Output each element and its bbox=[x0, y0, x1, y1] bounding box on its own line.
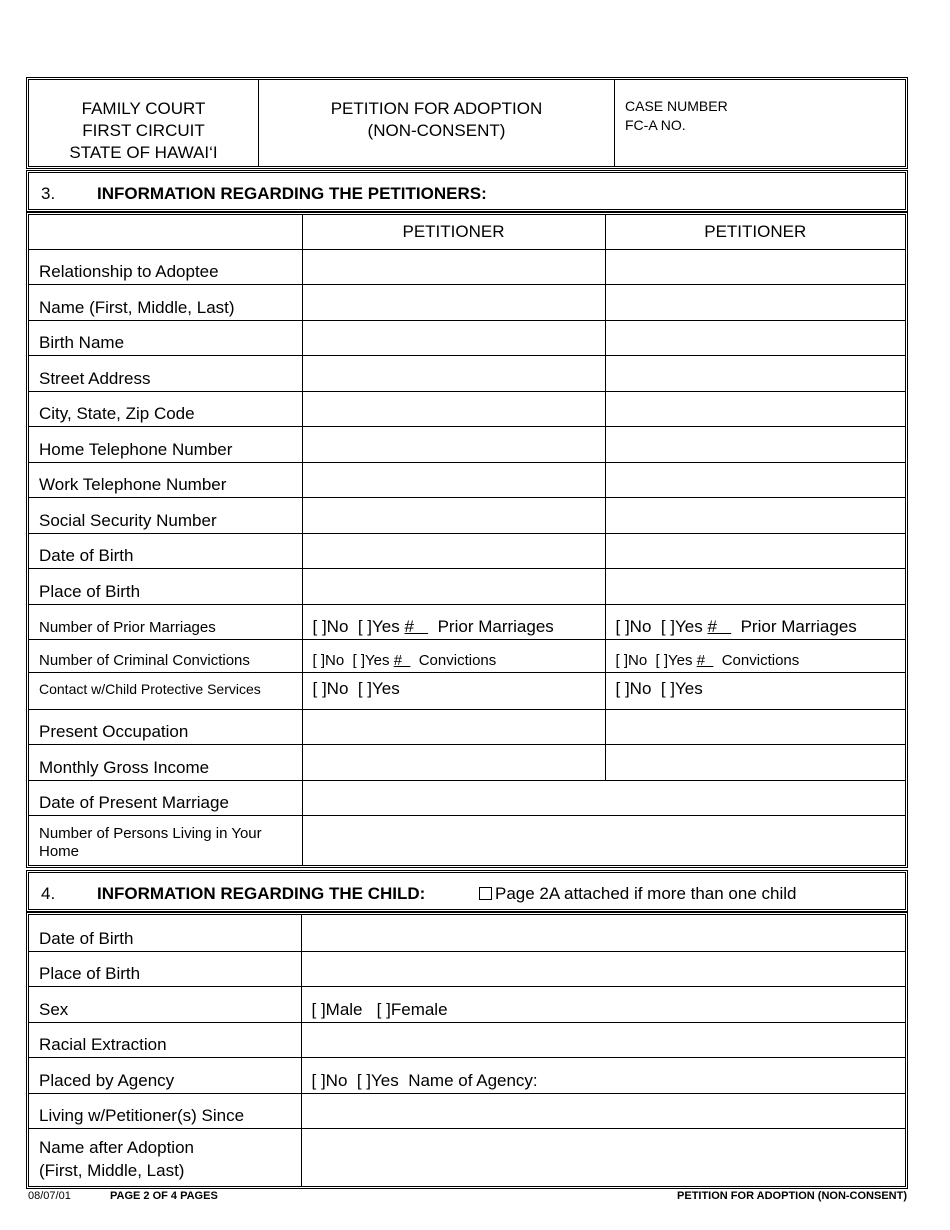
court-name-block bbox=[29, 80, 259, 166]
row-label-work-phone: Work Telephone Number bbox=[29, 462, 302, 497]
child-label-pob: Place of Birth bbox=[29, 951, 301, 986]
row-label-income: Monthly Gross Income bbox=[29, 744, 302, 780]
case-number-label: CASE NUMBER bbox=[625, 98, 728, 114]
petitioner-1-pob-field[interactable] bbox=[302, 568, 605, 604]
convictions-label: Convictions bbox=[721, 651, 800, 669]
form-title-line-1: PETITION FOR ADOPTION bbox=[330, 99, 543, 118]
table-row bbox=[29, 1093, 905, 1128]
form-title-line-2: (NON-CONSENT) bbox=[367, 121, 506, 140]
table-row bbox=[29, 462, 905, 497]
child-label-agency: Placed by Agency bbox=[29, 1057, 301, 1093]
footer-form-title: PETITION FOR ADOPTION (NON-CONSENT) bbox=[677, 1190, 907, 1202]
petitioner-2-street-field[interactable] bbox=[605, 355, 905, 391]
child-label-race: Racial Extraction bbox=[29, 1022, 301, 1057]
yes-checkbox[interactable]: [ ]Yes bbox=[357, 616, 400, 636]
row-label-dob: Date of Birth bbox=[29, 533, 302, 568]
petitioner-1-name-field[interactable] bbox=[302, 284, 605, 320]
no-checkbox[interactable]: [ ]No bbox=[615, 678, 652, 698]
no-checkbox[interactable]: [ ]No bbox=[312, 616, 349, 636]
table-row bbox=[29, 986, 905, 1022]
petitioner-1-birth-name-field[interactable] bbox=[302, 320, 605, 355]
count-blank[interactable]: # bbox=[393, 651, 403, 669]
petitioner-2-dob-field[interactable] bbox=[605, 533, 905, 568]
child-pob-field[interactable] bbox=[301, 951, 905, 986]
petitioner-1-work-phone-field[interactable] bbox=[302, 462, 605, 497]
table-row bbox=[29, 568, 905, 604]
row-label-cps: Contact w/Child Protective Services bbox=[29, 672, 302, 709]
table-row bbox=[29, 249, 905, 284]
child-living-field[interactable] bbox=[301, 1093, 905, 1128]
page-2a-note: Page 2A attached if more than one child bbox=[479, 884, 796, 904]
row-label-ssn: Social Security Number bbox=[29, 497, 302, 533]
case-prefix-label: FC-A NO. bbox=[625, 117, 686, 133]
yes-checkbox[interactable]: [ ]Yes bbox=[357, 678, 400, 698]
table-row bbox=[29, 497, 905, 533]
petitioner-1-dob-field[interactable] bbox=[302, 533, 605, 568]
petitioner-1-home-phone-field[interactable] bbox=[302, 426, 605, 462]
petitioner-2-pob-field[interactable] bbox=[605, 568, 905, 604]
petitioners-table bbox=[26, 212, 908, 868]
table-row bbox=[29, 951, 905, 986]
section-3-heading bbox=[26, 170, 908, 212]
table-row bbox=[29, 915, 905, 951]
table-row bbox=[29, 320, 905, 355]
table-row bbox=[29, 426, 905, 462]
yes-checkbox[interactable]: [ ]Yes bbox=[660, 616, 703, 636]
child-label-living: Living w/Petitioner(s) Since bbox=[29, 1093, 301, 1128]
petitioner-2-work-phone-field[interactable] bbox=[605, 462, 905, 497]
child-table bbox=[26, 912, 908, 1189]
footer-page-number: PAGE 2 OF 4 PAGES bbox=[110, 1190, 218, 1202]
table-row bbox=[29, 639, 905, 672]
petitioner-2-relationship-field[interactable] bbox=[605, 249, 905, 284]
child-agency-options[interactable]: [ ]No [ ]Yes Name of Agency: bbox=[301, 1057, 905, 1093]
form-title-block bbox=[259, 80, 615, 166]
section-4-title: INFORMATION REGARDING THE CHILD: bbox=[97, 884, 426, 903]
table-row bbox=[29, 815, 905, 865]
prior-marriages-label: Prior Marriages bbox=[437, 616, 554, 636]
petitioner-1-convictions-options[interactable] bbox=[302, 639, 605, 672]
table-row bbox=[29, 744, 905, 780]
court-line-3: STATE OF HAWAI‘I bbox=[69, 143, 218, 162]
row-label-pob: Place of Birth bbox=[29, 568, 302, 604]
convictions-label: Convictions bbox=[418, 651, 497, 669]
row-label-persons: Number of Persons Living in Your Home bbox=[29, 815, 302, 865]
petitioner-1-street-field[interactable] bbox=[302, 355, 605, 391]
child-sex-options[interactable]: [ ]Male [ ]Female bbox=[301, 986, 905, 1022]
table-row bbox=[29, 355, 905, 391]
page-2a-checkbox[interactable] bbox=[479, 887, 492, 900]
yes-checkbox[interactable]: [ ]Yes bbox=[655, 651, 693, 669]
section-4-number: 4. bbox=[41, 884, 56, 903]
row-label-convictions: Number of Criminal Convictions bbox=[29, 639, 302, 672]
table-row bbox=[29, 709, 905, 744]
table-row bbox=[29, 391, 905, 426]
prior-marriages-label: Prior Marriages bbox=[740, 616, 857, 636]
petitioner-1-cps-options[interactable] bbox=[302, 672, 605, 709]
court-line-1: FAMILY COURT bbox=[81, 99, 206, 118]
yes-checkbox[interactable]: [ ]Yes bbox=[660, 678, 703, 698]
table-row bbox=[29, 604, 905, 639]
row-label-city: City, State, Zip Code bbox=[29, 391, 302, 426]
no-checkbox[interactable]: [ ]No bbox=[615, 651, 648, 669]
petitioner-1-relationship-field[interactable] bbox=[302, 249, 605, 284]
footer-date: 08/07/01 bbox=[28, 1190, 71, 1202]
petitioner-1-city-field[interactable] bbox=[302, 391, 605, 426]
petitioner-2-ssn-field[interactable] bbox=[605, 497, 905, 533]
row-label-home-phone: Home Telephone Number bbox=[29, 426, 302, 462]
petitioner-2-occupation-field[interactable] bbox=[605, 709, 905, 744]
section-3-number: 3. bbox=[41, 184, 56, 203]
petitioner-2-income-field[interactable] bbox=[605, 744, 905, 780]
petitioner-2-city-field[interactable] bbox=[605, 391, 905, 426]
table-row bbox=[29, 1022, 905, 1057]
row-label-street: Street Address bbox=[29, 355, 302, 391]
section-3-title: INFORMATION REGARDING THE PETITIONERS: bbox=[97, 184, 487, 203]
yes-checkbox[interactable]: [ ]Yes bbox=[352, 651, 390, 669]
petitioner-1-marriages-options[interactable] bbox=[302, 604, 605, 639]
petitioner-1-column-header: PETITIONER bbox=[302, 215, 605, 249]
petitioner-1-income-field[interactable] bbox=[302, 744, 605, 780]
persons-field[interactable] bbox=[302, 815, 905, 865]
table-row bbox=[29, 533, 905, 568]
marriage-date-field[interactable] bbox=[302, 780, 905, 815]
petitioner-2-column-header: PETITIONER bbox=[605, 215, 905, 249]
child-label-dob: Date of Birth bbox=[29, 915, 301, 951]
table-row bbox=[29, 1128, 905, 1186]
table-row bbox=[29, 1057, 905, 1093]
child-name-after-field[interactable] bbox=[301, 1128, 905, 1186]
child-dob-field[interactable] bbox=[301, 915, 905, 951]
petitioner-1-ssn-field[interactable] bbox=[302, 497, 605, 533]
table-row bbox=[29, 284, 905, 320]
table-row bbox=[29, 672, 905, 709]
section-4-heading bbox=[26, 870, 908, 912]
row-label-marriage-date: Date of Present Marriage bbox=[29, 780, 302, 815]
petitioner-2-convictions-options[interactable] bbox=[605, 639, 905, 672]
petitioner-2-birth-name-field[interactable] bbox=[605, 320, 905, 355]
child-label-sex: Sex bbox=[29, 986, 301, 1022]
row-label-marriages: Number of Prior Marriages bbox=[29, 604, 302, 639]
petitioner-1-occupation-field[interactable] bbox=[302, 709, 605, 744]
table-row bbox=[29, 780, 905, 815]
petitioner-2-marriages-options[interactable] bbox=[605, 604, 905, 639]
no-checkbox[interactable]: [ ]No bbox=[312, 678, 349, 698]
child-label-name-after: Name after Adoption (First, Middle, Last) bbox=[29, 1128, 301, 1186]
petitioner-2-name-field[interactable] bbox=[605, 284, 905, 320]
row-label-occupation: Present Occupation bbox=[29, 709, 302, 744]
form-header bbox=[26, 77, 908, 169]
child-race-field[interactable] bbox=[301, 1022, 905, 1057]
no-checkbox[interactable]: [ ]No bbox=[312, 651, 345, 669]
table-header-row bbox=[29, 215, 905, 249]
court-line-2: FIRST CIRCUIT bbox=[82, 121, 205, 140]
row-label-relationship: Relationship to Adoptee bbox=[29, 249, 302, 284]
petitioner-2-home-phone-field[interactable] bbox=[605, 426, 905, 462]
petitioner-2-cps-options[interactable] bbox=[605, 672, 905, 709]
count-blank[interactable]: # bbox=[707, 616, 717, 636]
no-checkbox[interactable]: [ ]No bbox=[615, 616, 652, 636]
case-number-block[interactable] bbox=[615, 80, 905, 166]
row-label-birth-name: Birth Name bbox=[29, 320, 302, 355]
row-label-name: Name (First, Middle, Last) bbox=[29, 284, 302, 320]
count-blank[interactable]: # bbox=[404, 616, 414, 636]
count-blank[interactable]: # bbox=[696, 651, 706, 669]
